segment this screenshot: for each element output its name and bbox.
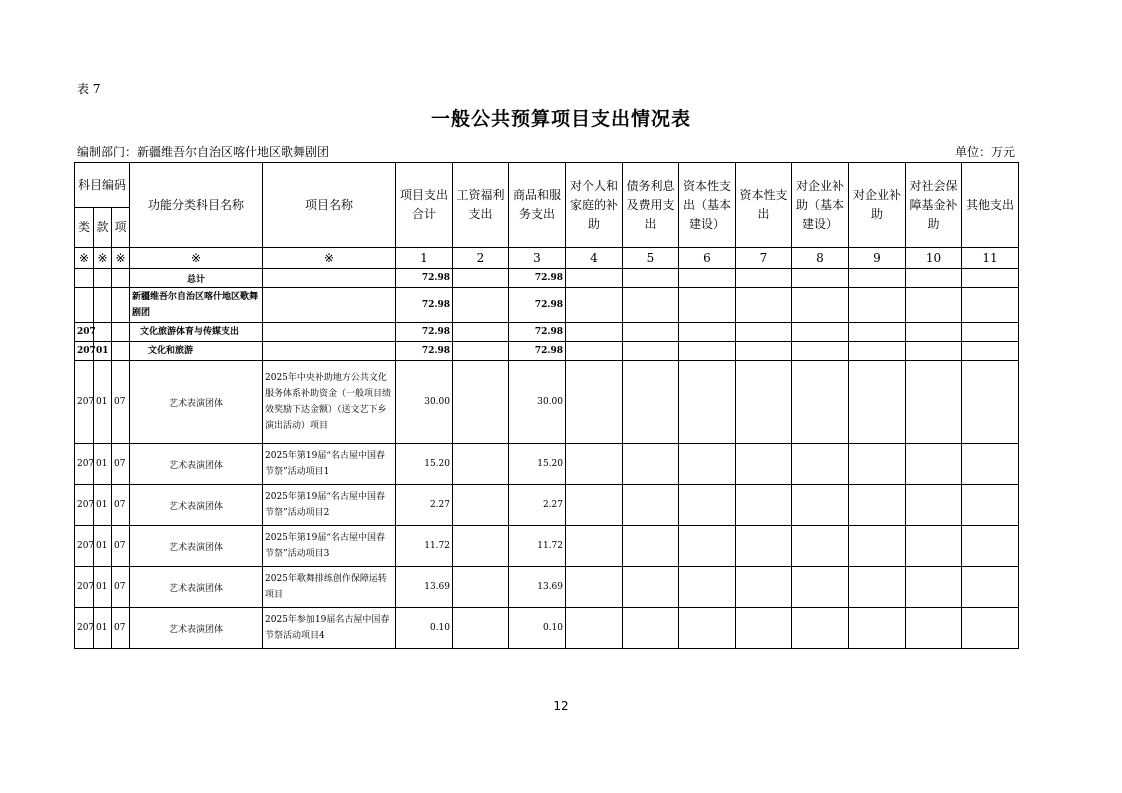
header-project-name: 项目名称 <box>263 163 396 248</box>
header-lei: 类 <box>75 208 94 248</box>
cell-empty <box>566 608 623 649</box>
cell-project-name: 2025年第19届“名古屋中国春节祭”活动项目2 <box>263 485 396 526</box>
cell-total: 13.69 <box>396 567 453 608</box>
cell-empty <box>906 608 962 649</box>
cell-empty <box>623 269 679 288</box>
cell-lei: 207 <box>75 444 94 485</box>
cell-empty <box>736 485 792 526</box>
index-cell: 4 <box>566 248 623 269</box>
table-row <box>75 342 1019 361</box>
table-row <box>75 288 1019 323</box>
index-cell: ※ <box>94 248 112 269</box>
cell-empty <box>623 608 679 649</box>
cell-wages <box>453 269 509 288</box>
cell-func-name: 艺术表演团体 <box>130 485 263 526</box>
cell-empty <box>736 567 792 608</box>
cell-empty <box>679 444 736 485</box>
cell-empty <box>792 567 849 608</box>
cell-goods: 0.10 <box>509 608 566 649</box>
index-cell: 6 <box>679 248 736 269</box>
cell-empty <box>623 323 679 342</box>
cell-empty <box>679 567 736 608</box>
cell-goods: 2.27 <box>509 485 566 526</box>
cell-func-name: 新疆维吾尔自治区喀什地区歌舞剧团 <box>130 288 263 323</box>
cell-empty <box>962 608 1019 649</box>
cell-func-name: 艺术表演团体 <box>130 526 263 567</box>
index-cell: 3 <box>509 248 566 269</box>
cell-empty <box>849 444 906 485</box>
cell-project-name: 2025年第19届“名古屋中国春节祭”活动项目3 <box>263 526 396 567</box>
cell-empty <box>566 444 623 485</box>
cell-empty <box>962 444 1019 485</box>
cell-wages <box>453 608 509 649</box>
department-label: 编制部门：新疆维吾尔自治区喀什地区歌舞剧团 <box>77 145 330 159</box>
cell-empty <box>566 361 623 444</box>
cell-goods: 72.98 <box>509 288 566 323</box>
cell-wages <box>453 323 509 342</box>
cell-empty <box>792 444 849 485</box>
cell-wages <box>453 526 509 567</box>
cell-empty <box>849 526 906 567</box>
cell-empty <box>906 485 962 526</box>
cell-func-name: 文化和旅游 <box>130 342 263 361</box>
cell-empty <box>792 485 849 526</box>
cell-lei: 207 <box>75 485 94 526</box>
cell-total: 72.98 <box>396 288 453 323</box>
cell-empty <box>736 361 792 444</box>
cell-xiang: 07 <box>112 485 130 526</box>
cell-empty <box>962 323 1019 342</box>
cell-project-name <box>263 288 396 323</box>
cell-xiang <box>112 323 130 342</box>
cell-xiang <box>112 269 130 288</box>
header-func-name: 功能分类科目名称 <box>130 163 263 248</box>
cell-empty <box>736 323 792 342</box>
cell-goods: 30.00 <box>509 361 566 444</box>
cell-lei: 207 <box>75 342 94 361</box>
cell-empty <box>906 323 962 342</box>
header-interest: 债务利息及费用支出 <box>623 163 679 248</box>
cell-empty <box>906 567 962 608</box>
header-capital-basic: 资本性支出（基本建设） <box>679 163 736 248</box>
cell-empty <box>792 608 849 649</box>
index-cell: 7 <box>736 248 792 269</box>
cell-empty <box>849 485 906 526</box>
cell-empty <box>623 444 679 485</box>
cell-project-name <box>263 323 396 342</box>
cell-xiang <box>112 288 130 323</box>
cell-total: 30.00 <box>396 361 453 444</box>
cell-kuan: 01 <box>94 608 112 649</box>
cell-kuan: 01 <box>94 567 112 608</box>
cell-wages <box>453 288 509 323</box>
cell-empty <box>679 288 736 323</box>
budget-table <box>74 162 1019 649</box>
cell-empty <box>962 342 1019 361</box>
cell-wages <box>453 567 509 608</box>
cell-empty <box>849 342 906 361</box>
header-wages: 工资福利支出 <box>453 163 509 248</box>
cell-empty <box>566 342 623 361</box>
table-row <box>75 526 1019 567</box>
cell-empty <box>906 288 962 323</box>
cell-goods: 11.72 <box>509 526 566 567</box>
cell-lei: 207 <box>75 567 94 608</box>
cell-empty <box>962 485 1019 526</box>
header-enterprise: 对企业补助 <box>849 163 906 248</box>
cell-func-name: 文化旅游体育与传媒支出 <box>130 323 263 342</box>
cell-empty <box>962 288 1019 323</box>
cell-empty <box>906 444 962 485</box>
cell-empty <box>849 608 906 649</box>
cell-total: 72.98 <box>396 269 453 288</box>
cell-empty <box>906 361 962 444</box>
cell-wages <box>453 485 509 526</box>
cell-lei: 207 <box>75 323 94 342</box>
cell-empty <box>566 485 623 526</box>
cell-empty <box>792 526 849 567</box>
cell-project-name: 2025年歌舞排练创作保障运转项目 <box>263 567 396 608</box>
cell-empty <box>736 342 792 361</box>
index-cell: ※ <box>263 248 396 269</box>
cell-empty <box>623 342 679 361</box>
cell-empty <box>792 323 849 342</box>
cell-project-name: 2025年参加19届名古屋中国春节祭活动项目4 <box>263 608 396 649</box>
cell-project-name <box>263 342 396 361</box>
cell-kuan: 01 <box>94 444 112 485</box>
index-row <box>75 248 1019 269</box>
table-label: 表 7 <box>77 82 101 96</box>
page-number: 12 <box>553 699 569 713</box>
page-title: 一般公共预算项目支出情况表 <box>430 108 691 130</box>
cell-lei: 207 <box>75 526 94 567</box>
cell-empty <box>906 526 962 567</box>
cell-empty <box>736 288 792 323</box>
cell-total: 2.27 <box>396 485 453 526</box>
cell-empty <box>623 567 679 608</box>
cell-total: 72.98 <box>396 323 453 342</box>
cell-kuan <box>94 323 112 342</box>
cell-empty <box>623 288 679 323</box>
header-total: 项目支出合计 <box>396 163 453 248</box>
cell-xiang: 07 <box>112 444 130 485</box>
cell-xiang: 07 <box>112 608 130 649</box>
cell-kuan: 01 <box>94 526 112 567</box>
index-cell: 11 <box>962 248 1019 269</box>
cell-project-name: 2025年第19届“名古屋中国春节祭”活动项目1 <box>263 444 396 485</box>
header-code-group: 科目编码 <box>75 163 130 208</box>
cell-empty <box>736 269 792 288</box>
cell-empty <box>906 342 962 361</box>
header-personal: 对个人和家庭的补助 <box>566 163 623 248</box>
cell-empty <box>679 608 736 649</box>
table-row <box>75 608 1019 649</box>
cell-empty <box>962 567 1019 608</box>
cell-func-name: 艺术表演团体 <box>130 361 263 444</box>
cell-empty <box>679 342 736 361</box>
cell-empty <box>792 342 849 361</box>
cell-kuan <box>94 288 112 323</box>
cell-empty <box>623 526 679 567</box>
header-enterprise-basic: 对企业补助（基本建设） <box>792 163 849 248</box>
cell-lei <box>75 288 94 323</box>
cell-goods: 13.69 <box>509 567 566 608</box>
header-xiang: 项 <box>112 208 130 248</box>
index-cell: 2 <box>453 248 509 269</box>
cell-empty <box>623 361 679 444</box>
cell-goods: 72.98 <box>509 342 566 361</box>
cell-empty <box>962 269 1019 288</box>
index-cell: 9 <box>849 248 906 269</box>
cell-empty <box>962 526 1019 567</box>
cell-func-name: 总计 <box>130 269 263 288</box>
cell-empty <box>566 567 623 608</box>
table-row <box>75 269 1019 288</box>
cell-empty <box>849 323 906 342</box>
cell-empty <box>849 361 906 444</box>
cell-lei: 207 <box>75 608 94 649</box>
cell-lei <box>75 269 94 288</box>
cell-empty <box>736 526 792 567</box>
cell-total: 0.10 <box>396 608 453 649</box>
cell-wages <box>453 342 509 361</box>
cell-func-name: 艺术表演团体 <box>130 608 263 649</box>
index-cell: ※ <box>75 248 94 269</box>
table-row <box>75 323 1019 342</box>
header-kuan: 款 <box>94 208 112 248</box>
table-row <box>75 361 1019 444</box>
cell-goods: 72.98 <box>509 323 566 342</box>
table-row <box>75 485 1019 526</box>
index-cell: ※ <box>112 248 130 269</box>
cell-empty <box>736 608 792 649</box>
cell-empty <box>623 485 679 526</box>
cell-wages <box>453 444 509 485</box>
cell-empty <box>679 361 736 444</box>
cell-empty <box>792 269 849 288</box>
cell-total: 15.20 <box>396 444 453 485</box>
cell-empty <box>849 288 906 323</box>
header-social-fund: 对社会保障基金补助 <box>906 163 962 248</box>
cell-xiang <box>112 342 130 361</box>
index-cell: 8 <box>792 248 849 269</box>
cell-project-name: 2025年中央补助地方公共文化服务体系补助资金（一般项目绩效奖励下达金额）（送文艺下乡演出活动）项目 <box>263 361 396 444</box>
index-cell: 1 <box>396 248 453 269</box>
table-row <box>75 567 1019 608</box>
cell-empty <box>906 269 962 288</box>
cell-lei: 207 <box>75 361 94 444</box>
table-body <box>75 269 1019 649</box>
cell-goods: 15.20 <box>509 444 566 485</box>
cell-total: 72.98 <box>396 342 453 361</box>
cell-kuan: 01 <box>94 361 112 444</box>
cell-empty <box>679 526 736 567</box>
cell-empty <box>566 323 623 342</box>
index-cell: 5 <box>623 248 679 269</box>
cell-func-name: 艺术表演团体 <box>130 567 263 608</box>
cell-kuan <box>94 269 112 288</box>
cell-func-name: 艺术表演团体 <box>130 444 263 485</box>
cell-empty <box>792 361 849 444</box>
cell-empty <box>679 269 736 288</box>
cell-empty <box>849 269 906 288</box>
cell-xiang: 07 <box>112 526 130 567</box>
cell-empty <box>566 288 623 323</box>
table-row <box>75 444 1019 485</box>
header-capital: 资本性支出 <box>736 163 792 248</box>
cell-kuan: 01 <box>94 342 112 361</box>
cell-project-name <box>263 269 396 288</box>
cell-goods: 72.98 <box>509 269 566 288</box>
cell-empty <box>792 288 849 323</box>
cell-wages <box>453 361 509 444</box>
index-cell: 10 <box>906 248 962 269</box>
cell-empty <box>566 526 623 567</box>
cell-empty <box>566 269 623 288</box>
unit-label: 单位：万元 <box>955 145 1016 159</box>
cell-empty <box>849 567 906 608</box>
header-other: 其他支出 <box>962 163 1019 248</box>
cell-total: 11.72 <box>396 526 453 567</box>
index-cell: ※ <box>130 248 263 269</box>
cell-empty <box>962 361 1019 444</box>
cell-empty <box>679 323 736 342</box>
cell-kuan: 01 <box>94 485 112 526</box>
cell-xiang: 07 <box>112 567 130 608</box>
cell-empty <box>679 485 736 526</box>
cell-xiang: 07 <box>112 361 130 444</box>
cell-empty <box>736 444 792 485</box>
header-goods: 商品和服务支出 <box>509 163 566 248</box>
